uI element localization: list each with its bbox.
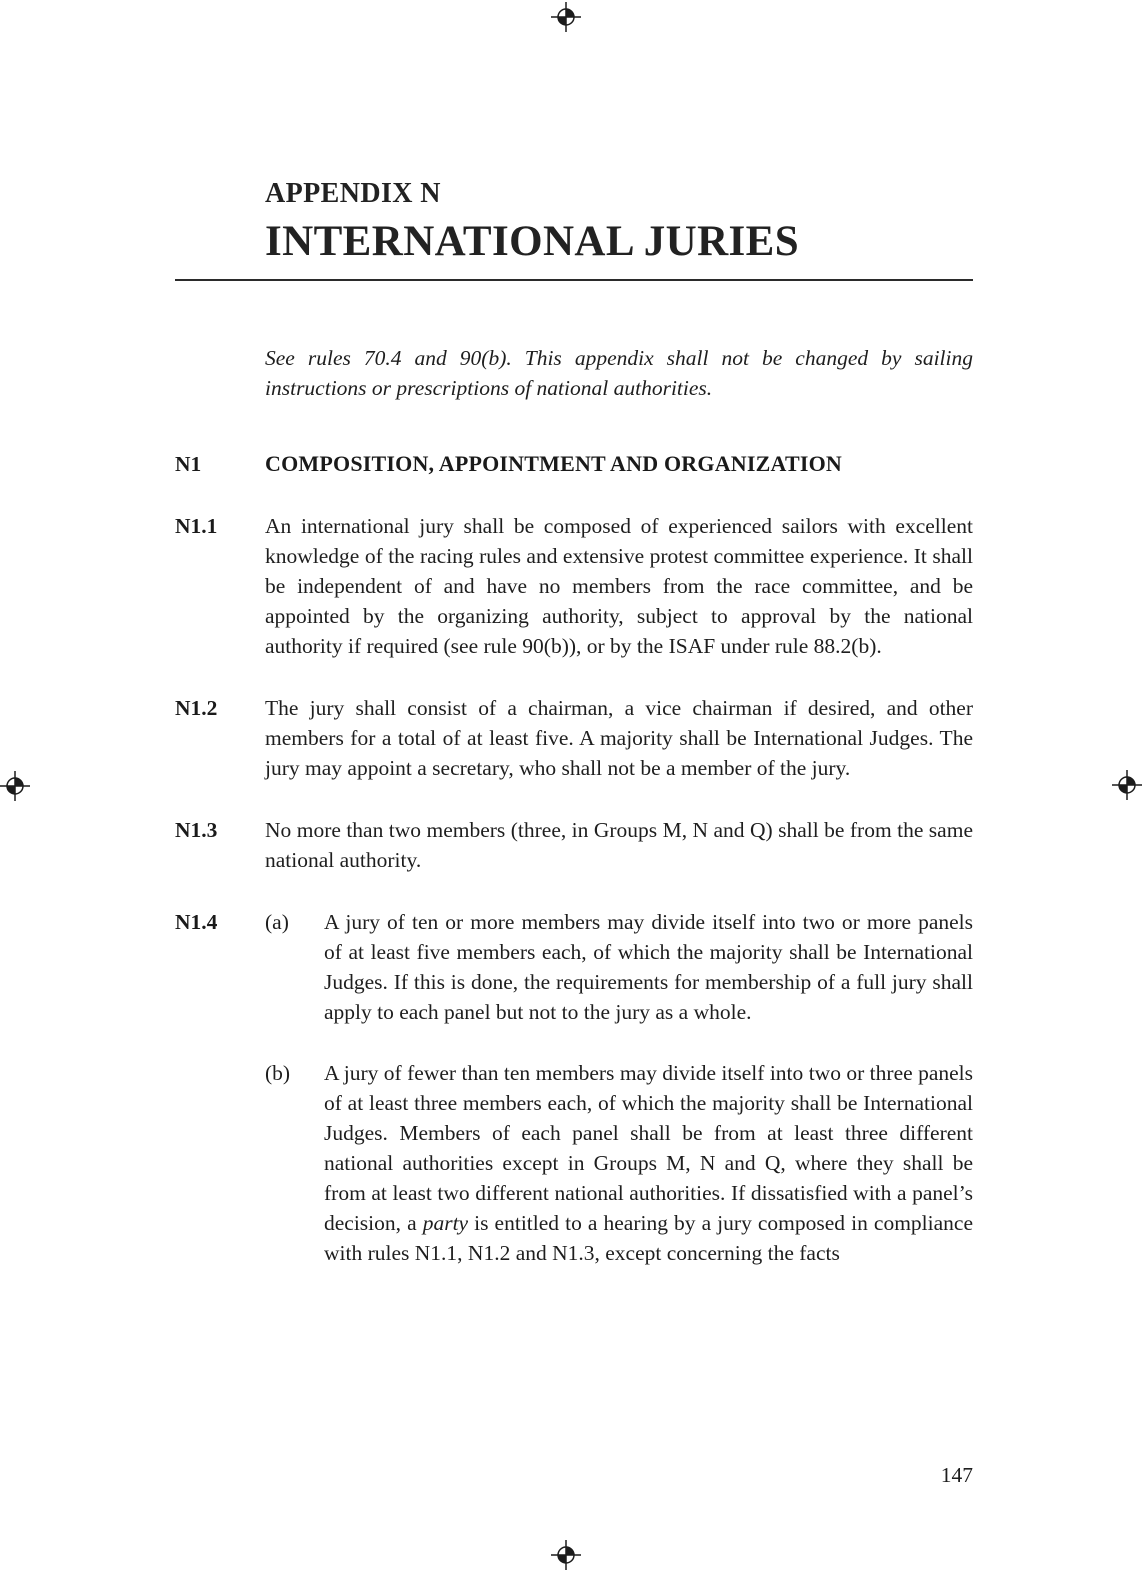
rule-subitems — [265, 907, 973, 1268]
rule-n1-1 — [175, 511, 973, 661]
rule-n1-4 — [175, 907, 973, 1268]
title-block — [175, 178, 973, 281]
rule-n1-4b — [265, 1058, 973, 1268]
page-content — [175, 178, 973, 1268]
rule-text: The jury shall consist of a chairman, a vice chairman if desired, and other members for a total of at least five. A majority shall be International Judges. The jury may appoint a secretary, who shall not be a member of the jury. — [265, 696, 973, 781]
rule-number: N1.4 — [175, 910, 218, 935]
page-title: INTERNATIONAL JURIES — [265, 218, 800, 265]
rule-text: An international jury shall be composed of experienced sailors with excellent knowledge of the racing rules and extensive protest committee experience. It shall be independent of and have no members from the race committee, and be appointed by the organizing authority, subject to approval by the national authority if required (see rule 90(b)), or by the ISAF under rule 88.2(b). — [265, 514, 973, 659]
subitem-label: (a) — [265, 910, 289, 935]
intro-note: See rules 70.4 and 90(b). This appendix shall not be changed by sailing instructions or prescriptions of national authorities. — [265, 346, 973, 401]
registration-mark-top-icon — [551, 2, 581, 32]
section-number: N1 — [175, 452, 202, 477]
registration-mark-bottom-icon — [551, 1540, 581, 1570]
rule-n1-4a — [265, 907, 973, 1027]
subitem-text-before: A jury of fewer than ten members may divide itself into two or three panels of at least three members each, of which the majority shall be International Judges. Members of each panel shall be from at least three different national authorities except in Groups M, N and Q, where they shall be from at least two different national authorities. If dissatisfied with a panel’s decision, a — [324, 1061, 973, 1236]
registration-mark-right-icon — [1112, 770, 1142, 800]
section-n1 — [175, 449, 973, 479]
rule-n1-2 — [175, 693, 973, 783]
subitem-text: A jury of ten or more members may divide itself into two or more panels of at least five members each, of which the majority shall be International Judges. If this is done, the requirements for membership of a full jury shall apply to each panel but not to the jury as a whole. — [324, 910, 973, 1025]
subitem-label: (b) — [265, 1061, 291, 1086]
section-heading: COMPOSITION, APPOINTMENT AND ORGANIZATION — [265, 451, 842, 477]
rule-number: N1.2 — [175, 696, 218, 721]
rule-number: N1.1 — [175, 514, 218, 539]
subitem-text-after: is entitled to a hearing by a jury composed in compliance with rules N1.1, N1.2 and N1.3, except concerning the facts — [324, 1211, 973, 1266]
rule-n1-3 — [175, 815, 973, 875]
page-number: 147 — [940, 1463, 973, 1487]
rule-number: N1.3 — [175, 818, 218, 843]
appendix-label: APPENDIX N — [265, 178, 441, 209]
registration-mark-left-icon — [0, 771, 30, 801]
rule-text: No more than two members (three, in Groups M, N and Q) shall be from the same national authority. — [265, 818, 973, 873]
defined-term: party — [422, 1211, 469, 1236]
subitem-text — [324, 1058, 973, 1268]
title-divider — [175, 279, 973, 281]
